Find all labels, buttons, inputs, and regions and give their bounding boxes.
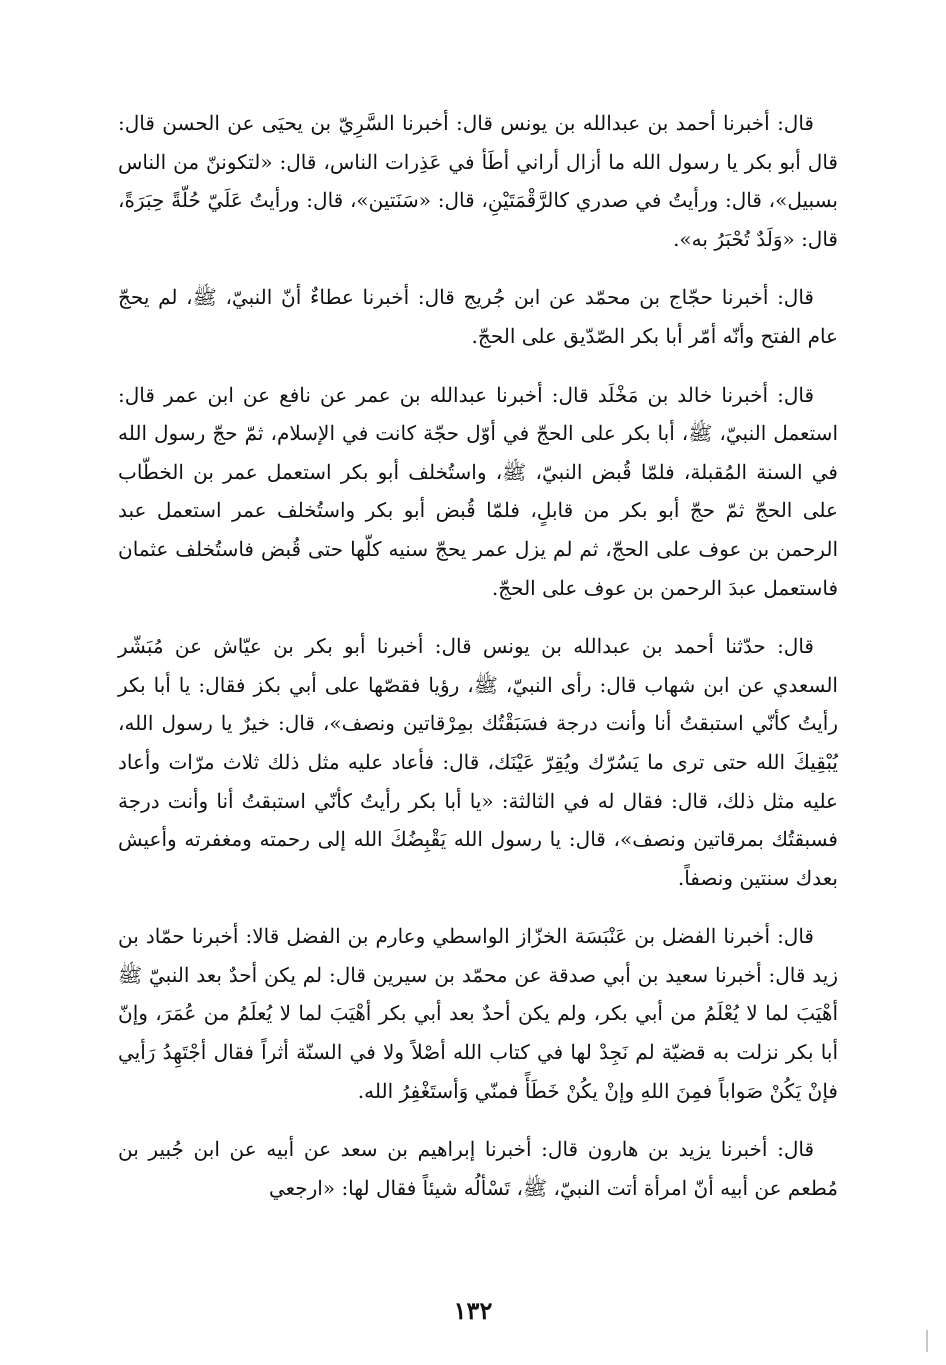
paragraph-3: قال: أخبرنا خالد بن مَخْلَد قال: أخبرنا عبدالله بن عمر عن نافع عن ابن عمر قال: استعمل النبيّ، ﷺ، أبا بكر على الحجّ في أوّل حجّة كانت في الإسلام، ثمّ حجّ رسول الله في السنة المُقبلة، فلمّا قُبض النبيّ، ﷺ، واستُخلف أبو بكر استعمل عمر بن الخطّاب على الحجّ ثمّ حجّ أبو بكر من قابلٍ، فلمّا قُبض أبو بكر واستُخلف عمر استعمل عبد الرحمن بن عوف على الحجّ، ثم لم يزل عمر يحجّ سنيه كلّها حتى قُبض فاستُخلف عثمان فاستعمل عبدَ الرحمن بن عوف على الحجّ. bbox=[118, 382, 838, 600]
page-number: ١٣٢ bbox=[453, 1296, 493, 1325]
paragraph-2: قال: أخبرنا حجّاج بن محمّد عن ابن جُريج قال: أخبرنا عطاءٌ أنّ النبيّ، ﷺ، لم يحجّ عام الفتح وأنّه أمّر أبا بكر الصّدّيق على الحجّ. bbox=[118, 285, 838, 348]
page-body bbox=[118, 104, 838, 1207]
paragraph-1: قال: أخبرنا أحمد بن عبدالله بن يونس قال: أخبرنا السَّرِيّ بن يحيَى عن الحسن قال: قال أبو بكر يا رسول الله ما أزال أراني أطَأ في عَذِرات الناس، قال: «لتكوننّ من الناس بسبيل»، قال: ورأيتُ في صدري كالرَّقْمَتَيْنِ، قال: «سَنَتين»، قال: ورأيتُ عَلَيّ حُلّةً حِبَرَةً، قال: «وَلَدٌ تُحْبَرُ به». bbox=[118, 111, 838, 251]
paragraph-4: قال: حدّثنا أحمد بن عبدالله بن يونس قال: أخبرنا أبو بكر بن عيّاش عن مُبَشّر السعدي عن ابن شهاب قال: رأى النبيّ، ﷺ، رؤيا فقصّها على أبي بكز فقال: يا أبا بكر رأيتُ كأنّي استبقتُ أنا وأنت درجة فسَبَقْتُك بمِرْقاتين ونصف»، قال: خيرٌ يا رسول الله، يُبْقِيكَ الله حتى ترى ما يَسُرّك ويُقِرّ عَيْنَك، قال: فأعاد عليه مثل ذلك ثلاث مرّات وأعاد عليه مثل ذلك، قال: فقال له في الثالثة: «يا أبا بكر رأيتُ كأنّي استبقتُ أنا وأنت درجة فسبقتُك بمرقاتين ونصف»، قال: يا رسول الله يَقْبِضُكَ الله إلى رحمته ومغفرته وأعيش بعدك سنتين ونصفاً. bbox=[118, 634, 838, 890]
scan-edge-mark bbox=[926, 1330, 928, 1352]
paragraph-6: قال: أخبرنا يزيد بن هارون قال: أخبرنا إبراهيم بن سعد عن أبيه عن ابن جُبير بن مُطعم عن أبيه أنّ امرأة أتت النبيّ، ﷺ، تَسْألُه شيئاً فقال لها: «ارجعي bbox=[118, 1137, 838, 1200]
paragraph-5: قال: أخبرنا الفضل بن عَنْبَسَة الخزّاز الواسطي وعارم بن الفضل قالا: أخبرنا حمّاد بن زيد قال: أخبرنا سعيد بن أبي صدقة عن محمّد بن سيرين قال: لم يكن أحدٌ بعد النبيّ ﷺ أهْيَبَ لما لا يُعْلَمُ من أبي بكر، ولم يكن أحدٌ بعد أبي بكر أهْيَبَ لما لا يُعلَمُ من عُمَرَ، وإنّ أبا بكر نزلت به قضيّة لم نَجِدْ لها في كتاب الله أصْلاً ولا في السنّة أثراً فقال أجْتَهِدُ رَأيي فإنْ يَكُنْ صَواباً فمِنَ اللهِ وإنْ يكُنْ خَطَأً فمنّي وَأستَغْفِرُ الله. bbox=[118, 924, 839, 1103]
